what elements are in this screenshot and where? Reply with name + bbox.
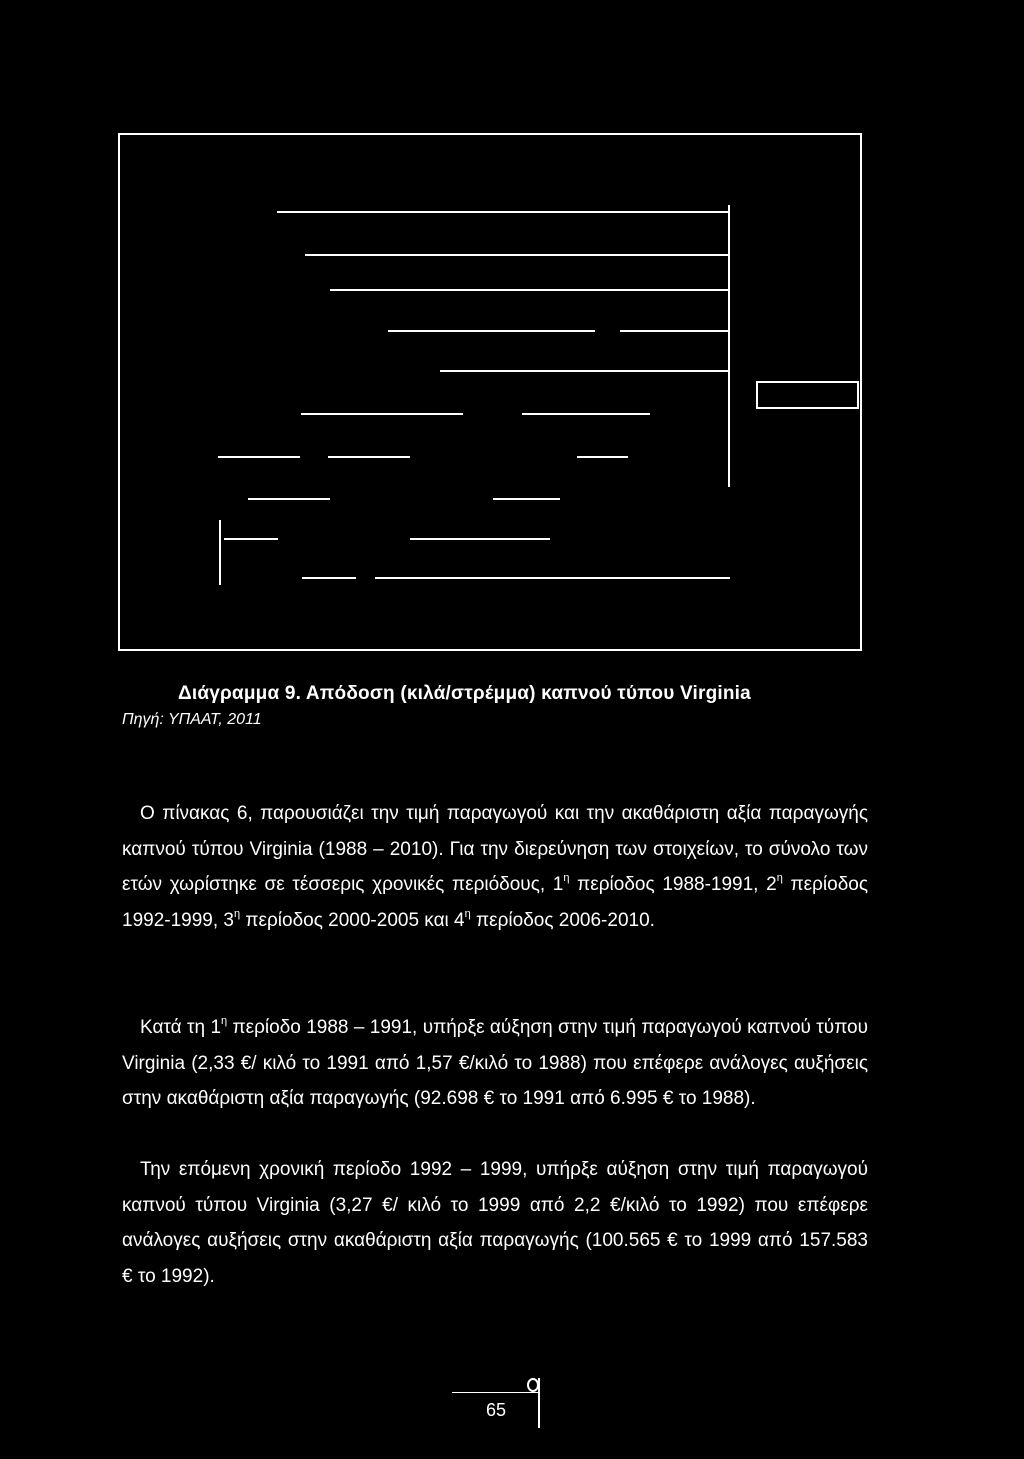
page-number-bar [538,1378,540,1428]
legend-box [757,382,858,408]
paragraph-3: Την επόμενη χρονική περίοδο 1992 – 1999, υπήρξε αύξηση στην τιμή παραγωγού καπνού τύπου Virginia (3,27 €/ κιλό το 1999 από 2,2 €/κιλό το 1992) που επέφερε ανάλογες αυξήσεις στην ακαθάριστη αξία παραγωγής (100.565 € το 1999 από 157.583 € το 1992). [122,1159,868,1287]
p2-sup-1: η [221,1015,228,1027]
chart-frame [118,133,862,651]
p1-text-e: περίοδος 2006-2010. [470,909,655,931]
figure-caption: Διάγραμμα 9. Απόδοση (κιλά/στρέμμα) καπνού τύπου Virginia [178,683,751,704]
p1-sup-2: η [776,872,783,884]
page-number: 65 [486,1400,507,1420]
p1-sup-4: η [464,907,471,920]
p1-sup-3: η [234,907,241,920]
yield-chart [120,135,860,649]
p2-text-b: περίοδο 1988 – 1991, υπήρξε αύξηση στην τιμή παραγωγού καπνού τύπου Virginia (2,33 €/ κιλό το 1991 από 1,57 €/κιλό το 1988) που επέφερε ανάλογες αυξήσεις στην ακαθάριστη αξία παραγωγής (92.698 € το 1991 από 6.995 € το 1988). [122,1017,868,1109]
p1-text-b: περίοδος 1988-1991, 2 [569,874,777,895]
p1-sup-1: η [563,872,570,884]
paragraph-2 [122,1010,868,1117]
p2-text-a: Κατά τη 1 [140,1017,222,1038]
page-number-rule [452,1392,538,1393]
p1-text-c: περίοδος 1992-1999, 3 [122,874,868,931]
p1-text-d: περίοδος 2000-2005 και 4 [240,909,465,931]
p1-text-a: Ο πίνακας 6, παρουσιάζει την τιμή παραγωγού και την ακαθάριστη αξία παραγωγής καπνού τύπου Virginia (1988 – 2010). Για την διερεύνηση των στοιχείων, το σύνολο των ετών χωρίστηκε σε τέσσερις χρονικές περιόδους, 1 [122,803,868,895]
figure-source: Πηγή: ΥΠΑΑΤ, 2011 [122,711,262,728]
paragraph-1 [122,796,868,938]
